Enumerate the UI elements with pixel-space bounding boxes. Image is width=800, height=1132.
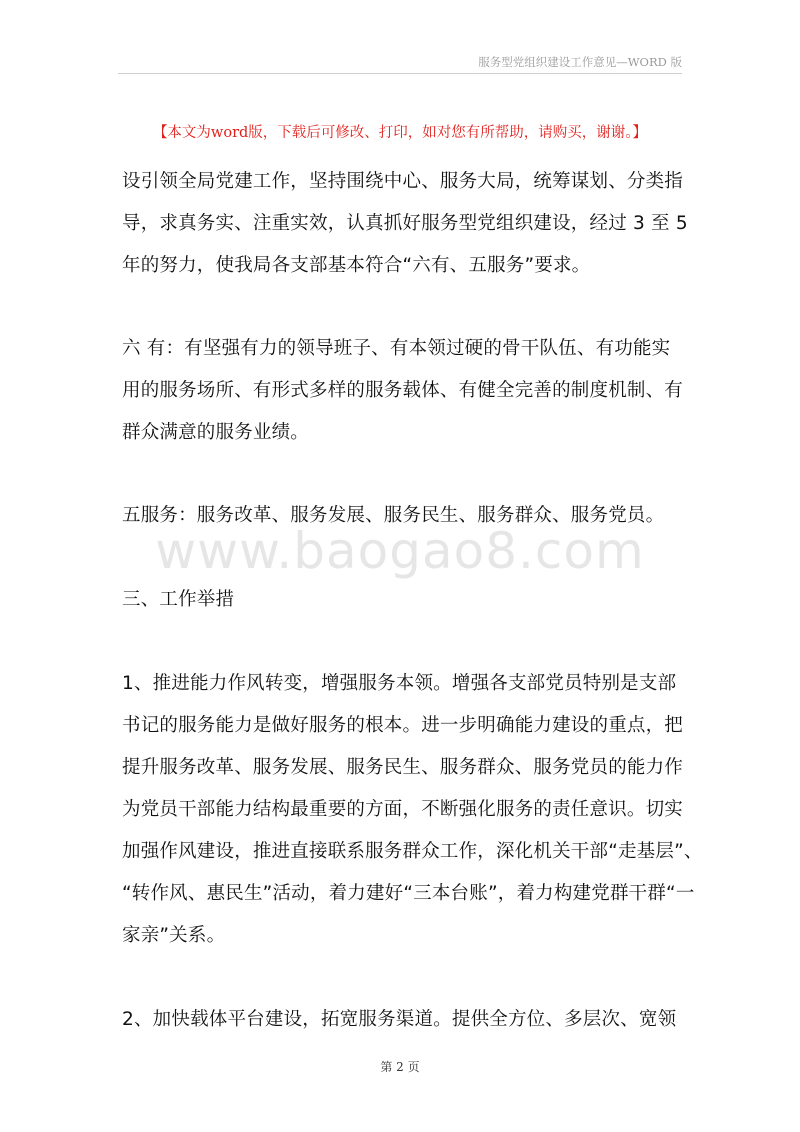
body-line: 加强作风建设，推进直接联系服务群众工作，深化机关干部“走基层”、 bbox=[122, 841, 703, 862]
body-line: “转作风、惠民生”活动，着力建好“三本台账”，着力构建党群干群“一 bbox=[122, 883, 695, 904]
running-header: 服务型党组织建设工作意见—WORD 版 bbox=[478, 55, 682, 69]
body-line: 1、推进能力作风转变，增强服务本领。增强各支部党员特别是支部 bbox=[122, 673, 677, 694]
body-line: 书记的服务能力是做好服务的根本。进一步明确能力建设的重点，把 bbox=[122, 715, 684, 736]
body-line: 年的努力，使我局各支部基本符合“六有、五服务”要求。 bbox=[122, 255, 591, 276]
body-line: 设引领全局党建工作，坚持围绕中心、服务大局，统筹谋划、分类指 bbox=[122, 171, 684, 192]
body-line: 2、加快载体平台建设，拓宽服务渠道。提供全方位、多层次、宽领 bbox=[122, 1009, 677, 1030]
page-number: 第 2 页 bbox=[380, 1060, 420, 1074]
body-line: 群众满意的服务业绩。 bbox=[122, 422, 310, 443]
body-line: 五服务：服务改革、服务发展、服务民生、服务群众、服务党员。 bbox=[122, 505, 665, 526]
body-line: 家亲”关系。 bbox=[122, 925, 226, 946]
body-line: 六 有：有坚强有力的领导班子、有本领过硬的骨干队伍、有功能实 bbox=[122, 338, 671, 359]
download-notice: 【本文为word版，下载后可修改、打印，如对您有所帮助，请购买，谢谢。】 bbox=[152, 125, 648, 141]
section-heading: 三、工作举措 bbox=[122, 589, 235, 610]
body-line: 用的服务场所、有形式多样的服务载体、有健全完善的制度机制、有 bbox=[122, 380, 684, 401]
body-line: 导，求真务实、注重实效，认真抓好服务型党组织建设，经过 3 至 5 bbox=[122, 213, 688, 234]
header-divider bbox=[118, 73, 682, 74]
watermark: www.baogao8.com bbox=[155, 522, 645, 580]
body-line: 为党员干部能力结构最重要的方面，不断强化服务的责任意识。切实 bbox=[122, 799, 684, 820]
body-line: 提升服务改革、服务发展、服务民生、服务群众、服务党员的能力作 bbox=[122, 757, 684, 778]
